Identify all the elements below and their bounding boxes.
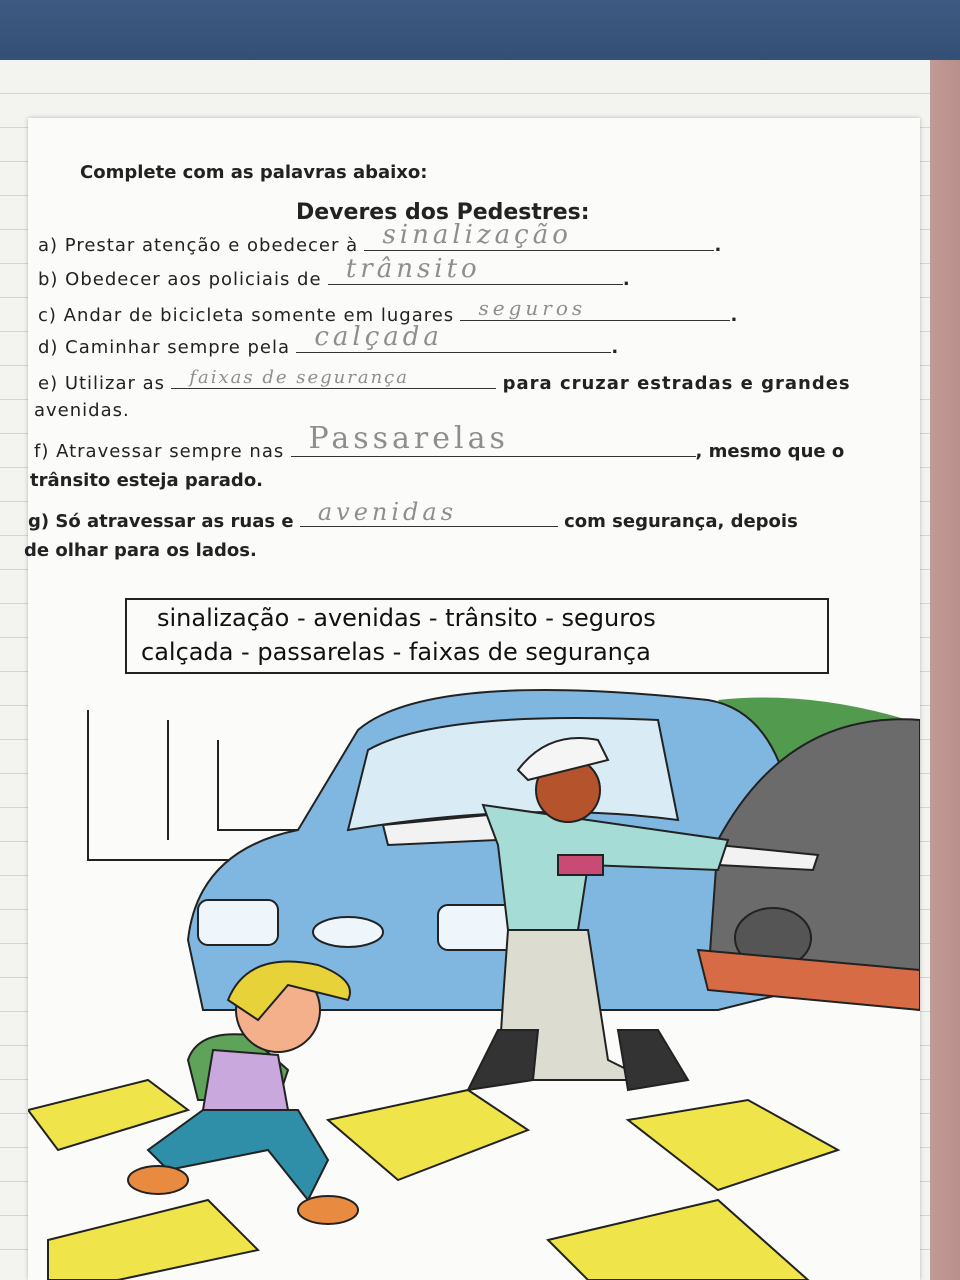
answer-blank-e[interactable] — [171, 368, 496, 389]
answer-blank-g[interactable] — [300, 498, 558, 527]
item-f-line2: trânsito esteja parado. — [30, 470, 264, 491]
answer-f: Passarelas — [308, 421, 509, 456]
answer-e: faixas de segurança — [189, 367, 409, 388]
item-a-label: a) Prestar atenção e obedecer à — [38, 235, 359, 256]
item-g-label: g) Só atravessar as ruas e — [28, 511, 294, 532]
answer-b: trânsito — [345, 254, 481, 284]
item-f-label: f) Atravessar sempre nas — [34, 441, 285, 462]
headlight-left — [198, 900, 278, 945]
page-title: Deveres dos Pedestres: — [296, 200, 590, 225]
answer-blank-d[interactable] — [296, 322, 611, 353]
item-d-label: d) Caminhar sempre pela — [38, 337, 291, 358]
item-c-after: . — [730, 305, 738, 326]
item-d — [38, 322, 619, 358]
answer-c: seguros — [478, 296, 587, 320]
item-e — [38, 368, 851, 394]
item-g-line2: de olhar para os lados. — [24, 540, 257, 561]
item-a — [38, 220, 722, 256]
item-f — [34, 421, 845, 462]
item-e-after: para cruzar estradas e grandes — [502, 373, 851, 394]
answer-blank-f[interactable] — [291, 421, 696, 457]
item-b — [38, 254, 630, 290]
answer-blank-a[interactable] — [364, 220, 714, 251]
item-b-label: b) Obedecer aos policiais de — [38, 269, 322, 290]
item-b-after: . — [622, 269, 630, 290]
word-bank-line1: sinalização - avenidas - trânsito - seguros — [157, 604, 656, 632]
item-a-after: . — [714, 235, 722, 256]
item-e-label: e) Utilizar as — [38, 373, 166, 394]
answer-a: sinalização — [382, 220, 572, 250]
word-bank-box — [125, 598, 829, 674]
item-f-after: , mesmo que o — [695, 441, 845, 462]
traffic-scene-illustration — [28, 680, 920, 1280]
answer-d: calçada — [314, 322, 443, 352]
item-d-after: . — [611, 337, 619, 358]
answer-blank-b[interactable] — [328, 254, 623, 285]
answer-blank-c[interactable] — [460, 296, 730, 321]
item-g-after: com segurança, depois — [564, 511, 798, 532]
grille — [313, 917, 383, 947]
word-bank-line2: calçada - passarelas - faixas de segurança — [141, 638, 651, 666]
instruction-text: Complete com as palavras abaixo: — [80, 162, 428, 183]
item-e-line2: avenidas. — [34, 400, 130, 421]
item-c-label: c) Andar de bicicleta somente em lugares — [38, 305, 455, 326]
item-g — [28, 498, 798, 532]
answer-g: avenidas — [317, 498, 458, 526]
